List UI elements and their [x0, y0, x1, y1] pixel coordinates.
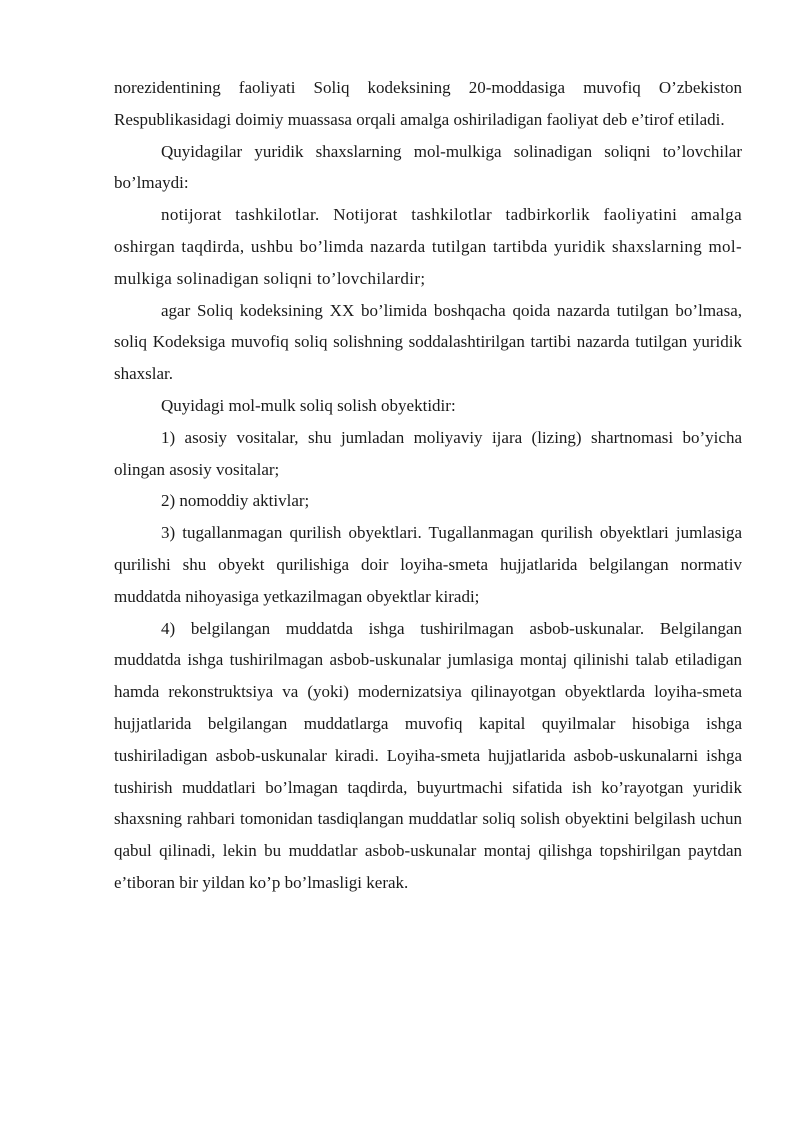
paragraph-tax-object-intro: Quyidagi mol-mulk soliq solish obyektidir: — [161, 395, 456, 415]
list-item-unfinished-construction: 3) tugallanmagan qurilish obyektlari. Tugallanmagan qurilish obyektlari jumlasiga qurilishi shu obyekt qurilishiga doir loyiha-smeta hujjatlarida belgilangan normativ muddatda nihoyasiga yetkazilmagan obyektlar kiradi; — [114, 523, 742, 606]
paragraph-continued: norezidentining faoliyati Soliq kodeksining 20-moddasiga muvofiq O’zbekiston Respublikasidagi doimiy muassasa orqali amalga oshiriladigan faoliyat deb e’tirof etiladi. — [114, 78, 742, 129]
document-page — [114, 72, 742, 899]
list-item-uninstalled-equipment: 4) belgilangan muddatda ishga tushirilmagan asbob-uskunalar. Belgilangan muddatda ishga tushirilmagan asbob-uskunalar jumlasiga montaj qilinishi talab etiladigan hamda rekonstruktsiya va (yoki) modernizatsiya qilinayotgan obyektlarda loyiha-smeta hujjatlarida belgilangan muddatlarga muvofiq kapital quyilmalar hisobiga ishga tushiriladigan asbob-uskunalar kiradi. Loyiha-smeta hujjatlarida asbob-uskunalarni ishga tushirish muddatlari bo’lmagan taqdirda, buyurtmachi sifatida ish ko’rayotgan yuridik shaxsning rahbari tomonidan tasdiqlangan muddatlar soliq solish obyektini belgilash uchun qabul qilinadi, lekin bu muddatlar asbob-uskunalar montaj qilishga topshirilgan paytdan e’tiboran bir yildan ko’p bo’lmasligi kerak. — [114, 618, 742, 892]
list-item-intangible-assets: 2) nomoddiy aktivlar; — [161, 491, 310, 511]
list-item-fixed-assets: 1) asosiy vositalar, shu jumladan moliyaviy ijara (lizing) shartnomasi bo’yicha olingan asosiy vositalar; — [114, 427, 742, 479]
paragraph-non-payers-intro: Quyidagilar yuridik shaxslarning mol-mulkiga solinadigan soliqni to’lovchilar bo’lmaydi: — [114, 141, 742, 193]
paragraph-non-commercial: notijorat tashkilotlar. Notijorat tashkilotlar tadbirkorlik faoliyatini amalga oshirgan taqdirda, ushbu bo’limda nazarda tutilgan tartibda yuridik shaxslarning mol-mulkiga solinadigan soliqni to’lovchilardir; — [114, 205, 742, 288]
paragraph-simplified-regime: agar Soliq kodeksining XX bo’limida boshqacha qoida nazarda tutilgan bo’lmasa, soliq Kodeksiga muvofiq soliq solishning soddalashtirilgan tartibi nazarda tutilgan yuridik shaxslar. — [114, 300, 742, 384]
